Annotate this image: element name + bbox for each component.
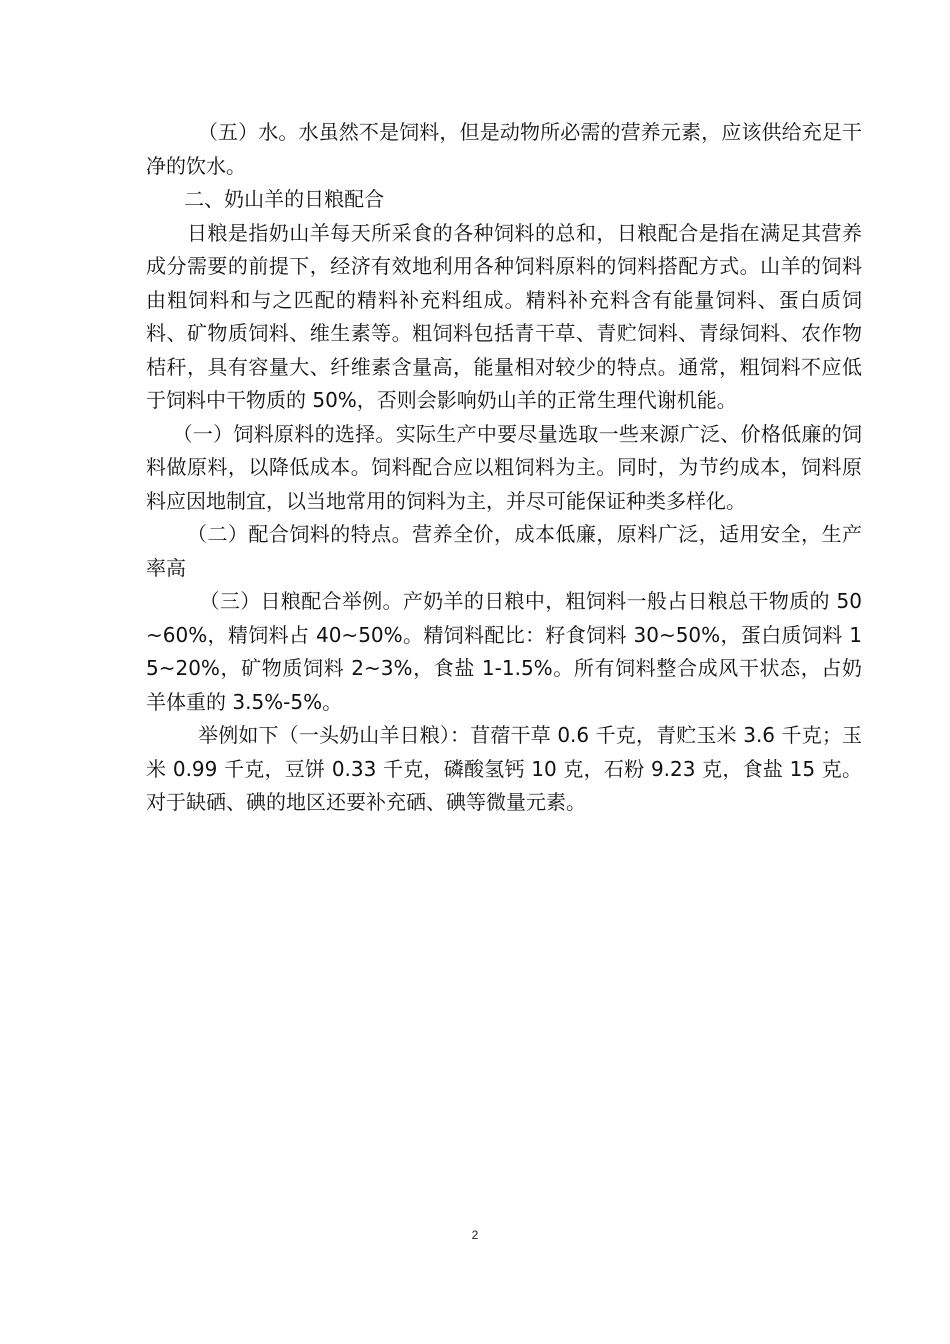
paragraph-ration-definition: 日粮是指奶山羊每天所采食的各种饲料的总和，日粮配合是指在满足其营养成分需要的前提下，经济有效地利用各种饲料原料的饲料搭配方式。山羊的饲料由粗饲料和与之匹配的精料补充料组成。精料补充料含有能量饲料、蛋白质饲料、矿物质饲料、维生素等。粗饲料包括青干草、青贮饲料、青绿饲料、农作物桔秆，具有容量大、纤维素含量高，能量相对较少的特点。通常，粗饲料不应低于饲料中干物质的 50%，否则会影响奶山羊的正常生理代谢机能。 — [146, 220, 862, 412]
section-heading-ration: 二、奶山羊的日粮配合 — [146, 187, 385, 211]
paragraph-water: （五）水。水虽然不是饲料，但是动物所必需的营养元素，应该供给充足干净的饮水。 — [146, 120, 863, 178]
page-number: 2 — [471, 1228, 479, 1242]
paragraph-example-list: 举例如下（一头奶山羊日粮）：苜蓿干草 0.6 千克，青贮玉米 3.6 千克；玉米 0.99 千克，豆饼 0.33 千克，磷酸氢钙 10 克，石粉 9.23 克，食盐 15 克。对于缺硒、碘的地区还要补充硒、碘等微量元素。 — [146, 723, 862, 814]
paragraph-feed-selection: （一）饲料原料的选择。实际生产中要尽量选取一些来源广泛、价格低廉的饲料做原料，以降低成本。饲料配合应以粗饲料为主。同时，为节约成本，饲料原料应因地制宜，以当地常用的饲料为主，并尽可能保证种类多样化。 — [146, 421, 862, 513]
paragraph-feed-features: （二）配合饲料的特点。营养全价，成本低廉，原料广泛，适用安全，生产率高 — [146, 522, 862, 580]
document-body — [146, 116, 862, 820]
paragraph-ration-example: （三）日粮配合举例。产奶羊的日粮中，粗饲料一般占日粮总干物质的 50~60%，精饲料占 40~50%。精饲料配比：籽食饲料 30~50%，蛋白质饲料 15~20%，矿物质饲料 2~3%，食盐 1-1.5%。所有饲料整合成风干状态，占奶羊体重的 3.5%-5%。 — [146, 589, 862, 714]
